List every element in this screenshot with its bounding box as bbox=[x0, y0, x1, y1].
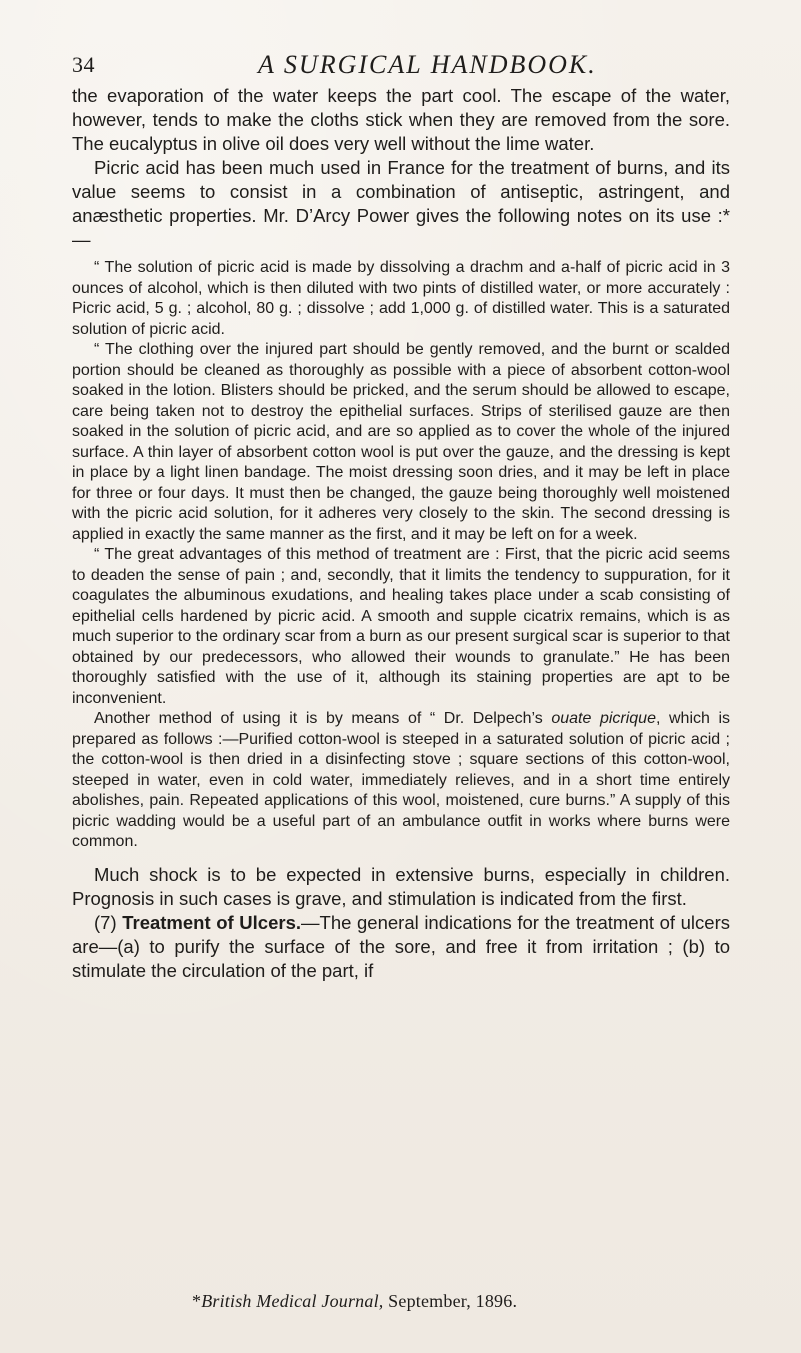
quoted-paragraph: “ The great advantages of this method of treatment are : First, that the picric acid seems to deaden the sense of pain ; and, secondly, that it limits the tendency to suppuration, for it coagulates the albuminous exudations, and healing takes place under a scab consisting of epithelial cells hardened by picric acid. A smooth and supple cicatrix remains, which is as much superior to the ordinary scar from a burn as our present surgical scar is superior to that obtained by our predecessors, who allowed their wounds to granulate.” He has been thoroughly satisfied with the use of it, although its staining properties are apt to be inconvenient. bbox=[72, 546, 730, 707]
page-header bbox=[72, 52, 732, 88]
section-body: —The general indications for the treatment of ulcers are—(a) to purify the surface of the sore, and free it from irritation ; (b) to stimulate the circulation of the part, if bbox=[72, 911, 730, 981]
quoted-paragraph bbox=[72, 709, 730, 853]
section-heading: Treatment of Ulcers. bbox=[122, 911, 302, 933]
section-paragraph bbox=[72, 911, 730, 983]
page-number: 34 bbox=[72, 52, 95, 77]
footnote-date: September, 1896. bbox=[383, 1291, 518, 1311]
footnote-journal: British Medical Journal, bbox=[201, 1291, 384, 1311]
paragraph-gap bbox=[72, 853, 730, 863]
section-number: (7) bbox=[94, 911, 123, 933]
footnote-marker: * bbox=[192, 1291, 202, 1311]
paragraph: Much shock is to be expected in extensive burns, especially in children. Prognosis in such cases is grave, and stimulation is indicated from the first. bbox=[72, 863, 730, 909]
footnote bbox=[192, 1291, 517, 1312]
quote-text-part: Another method of using it is by means of “ Dr. Delpech’s bbox=[94, 710, 552, 727]
italic-term: ouate picrique bbox=[551, 710, 656, 727]
quote-text-part: , which is prepared as follows :—Purified cotton-wool is steeped in a saturated solution of picric acid ; the cotton-wool is then dried in a disinfecting stove ; square sections of this cotton-wool, steeped in water, even in cold water, immediately relieves, and in a short time entirely abolishes, pain. Repeated applications of this wool, moistened, cure burns.” A supply of this picric wadding would be a useful part of an ambulance outfit in works where burns were common. bbox=[72, 710, 731, 850]
quoted-paragraph: “ The solution of picric acid is made by dissolving a drachm and a-half of picric acid in 3 ounces of alcohol, which is then diluted with two pints of distilled water, or more accurately : Picric acid, 5 g. ; alcohol, 80 g. ; dissolve ; add 1,000 g. of distilled water. This is a saturated solution of picric acid. bbox=[72, 259, 730, 338]
quoted-paragraph: “ The clothing over the injured part should be gently removed, and the burnt or scalded portion should be cleaned as thoroughly as possible with a piece of absorbent cotton-wool soaked in the lotion. Blisters should be pricked, and the serum should be allowed to escape, care being taken not to destroy the epithelial surfaces. Strips of sterilised gauze are then soaked in the solution of picric acid, and are so applied as to cover the whole of the injured surface. A thin layer of absorbent cotton wool is put over the gauze, and the dressing is kept in place by a light linen bandage. The moist dressing soon dries, and it may be left in place for three or four days. It must then be changed, the gauze being thoroughly well moistened with the picric acid solution, for it adheres very closely to the skin. The second dressing is applied in exactly the same manner as the first, and it may be left on for a week. bbox=[72, 341, 730, 543]
running-head: A SURGICAL HANDBOOK. bbox=[258, 50, 597, 79]
paragraph: Picric acid has been much used in France for the treatment of burns, and its value seems to consist in a combination of antiseptic, astringent, and anæsthetic properties. Mr. D’Arcy Power gives the following notes on its use :*— bbox=[72, 157, 730, 250]
page-content bbox=[72, 84, 730, 983]
paragraph: the evaporation of the water keeps the part cool. The escape of the water, however, tends to make the cloths stick when they are removed from the sore. The eucalyptus in olive oil does very well without the lime water. bbox=[72, 85, 730, 154]
